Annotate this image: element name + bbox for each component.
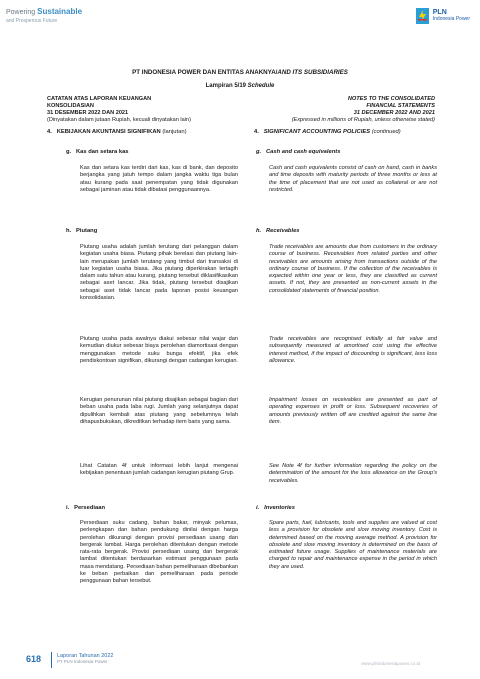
tagline-emphasis: Sustainable	[37, 7, 83, 16]
company-title: PT INDONESIA POWER DAN ENTITAS ANAKNYA/AND ITS SUBSIDIARIES	[132, 69, 348, 76]
page-number: 618	[26, 654, 42, 664]
tagline-line2: and Prosperous Future	[6, 18, 58, 24]
subsection-g-heading-id: g. Kas dan setara kas	[66, 149, 129, 155]
subsection-h-heading-en: h. Receivables	[256, 228, 300, 234]
cash-paragraph-id: Kas dan setara kas terdiri dari kas, kas di bank, dan deposito berjangka yang jatuh tempo dalam jangka waktu tiga bulan atau kurang pada saat penempatan yang tidak digunakan sebagai jaminan atau tidak dibatasi penggunaannya.	[80, 165, 238, 193]
receivables-para3-en: Impairment losses on receivables are presented as part of operating expenses in profit or loss. Subsequent recoveries of amounts previously written off are credited against the same line item.	[269, 397, 437, 425]
pln-brand	[416, 8, 470, 24]
schedule-label: Lampiran 5/19 Schedule	[205, 83, 275, 89]
receivables-para3-id: Kerugian penurunan nilai piutang disajikan sebagai bagian dari beban usaha pada laba rugi. Jumlah yang selanjutnya dapat dipulihkan kembali atas piutang yang sebelumnya telah dihapusbukukan, dikreditkan terhadap item baris yang sama.	[80, 397, 238, 425]
statement-header-en: NOTES TO THE CONSOLIDATED FINANCIAL STATEMENTS 31 DECEMBER 2022 AND 2021 (Expressed in millions of Rupiah, unless otherwise stated)	[291, 96, 435, 123]
subsection-g-heading-en: g. Cash and cash equivalents	[256, 149, 341, 155]
subsection-h-heading-id: h. Piutang	[66, 228, 98, 234]
footer-divider	[51, 652, 52, 668]
statement-header-id: CATATAN ATAS LAPORAN KEUANGAN KONSOLIDASIAN 31 DESEMBER 2022 DAN 2021 (Dinyatakan dalam jutaan Rupiah, kecuali dinyatakan lain)	[47, 96, 191, 123]
subsection-i-heading-id: i. Persediaan	[66, 505, 106, 511]
pln-logo-icon	[416, 8, 429, 24]
pln-name: PLN	[432, 9, 447, 16]
brand-tagline	[6, 8, 82, 25]
receivables-para4-id: Lihat Catatan 4f untuk informasi lebih lanjut mengenai kebijakan penentuan jumlah cadangan kerugian piutang Grup.	[80, 463, 238, 477]
section-heading-id: 4. KEBIJAKAN AKUNTANSI SIGNIFIKAN (lanjutan)	[47, 129, 187, 135]
footer-company: PT PLN Indonesia Power	[57, 659, 108, 664]
page-footer	[0, 648, 480, 679]
receivables-para1-en: Trade receivables are amounts due from customers in the ordinary course of business. Receivables from related parties and other receivables are amounts arising from transactions outside of the ordinary course of business. If the collection of the receivables is expected within one year or less, they are classified as current assets. If not, they are presented as non-current assets in the consolidated statements of financial position.	[269, 244, 437, 294]
footer-report-title: Laporan Tahunan 2022	[57, 653, 114, 659]
footer-url[interactable]: www.plnindonesiapower.co.id	[361, 661, 420, 666]
page-header	[0, 0, 480, 36]
cash-paragraph-en: Cash and cash equivalents consist of cash on hand, cash in banks and time deposits with maturity periods of three months or less at the time of placement that are not used as collateral or are not restricted.	[269, 165, 437, 193]
subsection-i-heading-en: i. Inventories	[256, 505, 296, 511]
receivables-para2-id: Piutang usaha pada awalnya diakui sebesar nilai wajar dan kemudian diukur sebesar biaya perolehan diamortisasi dengan menggunakan metode suku bunga efektif, jika efek pendiskontoan signifikan, dikurangi dengan cadangan kerugian.	[80, 336, 238, 364]
tagline-prefix: Powering	[6, 9, 36, 16]
inventories-paragraph-en: Spare parts, fuel, lubricants, tools and supplies are valued at cost less a provision for obsolete and slow moving inventory. Cost is determined based on the moving average method. A provision for obsolete and slow moving inventory is determined on the basis of estimated future usage. Supplies of maintenance materials are charged to repair and maintenance expense in the period in which they are used.	[269, 520, 437, 570]
receivables-para4-en: See Note 4f for further information regarding the policy on the determination of the amount for the loss allowance on the Group's receivables.	[269, 463, 437, 484]
inventories-paragraph-id: Persediaan suku cadang, bahan bakar, minyak pelumas, perlengkapan dan bahan pendukung dinilai dengan harga perolehan dikurangi dengan provisi persediaan usang dan bergerak lambat. Harga perolehan ditentukan dengan metode rata-rata bergerak. Provisi persediaan usang dan bergerak lambat ditentukan berdasarkan estimasi penggunaan pada masa mendatang. Persediaan bahan pemeliharaan dibebankan ke beban perbaikan dan pemeliharaan pada periode penggunaan bahan tersebut.	[80, 520, 238, 585]
receivables-para2-en: Trade receivables are recognised initially at fair value and subsequently measured at amortised cost using the effective interest method, if the impact of discounting is significant, less loss allowance.	[269, 336, 437, 364]
section-heading-en: 4. SIGNIFICANT ACCOUNTING POLICIES (continued)	[254, 129, 401, 135]
pln-subname: Indonesia Power	[432, 16, 470, 22]
receivables-para1-id: Piutang usaha adalah jumlah terutang dari pelanggan dalam kegiatan usaha biasa. Piutang pihak berelasi dan piutang lain-lain merupakan jumlah terutang yang timbul dari transaksi di luar kegiatan usaha biasa. Jika piutang diperkirakan tertagih dalam satu tahun atau kurang, piutang tersebut diklasifikasikan sebagai aset lancar. Jika tidak, piutang tersebut disajikan sebagai aset tidak lancar pada laporan posisi keuangan konsolidasian.	[80, 244, 238, 302]
